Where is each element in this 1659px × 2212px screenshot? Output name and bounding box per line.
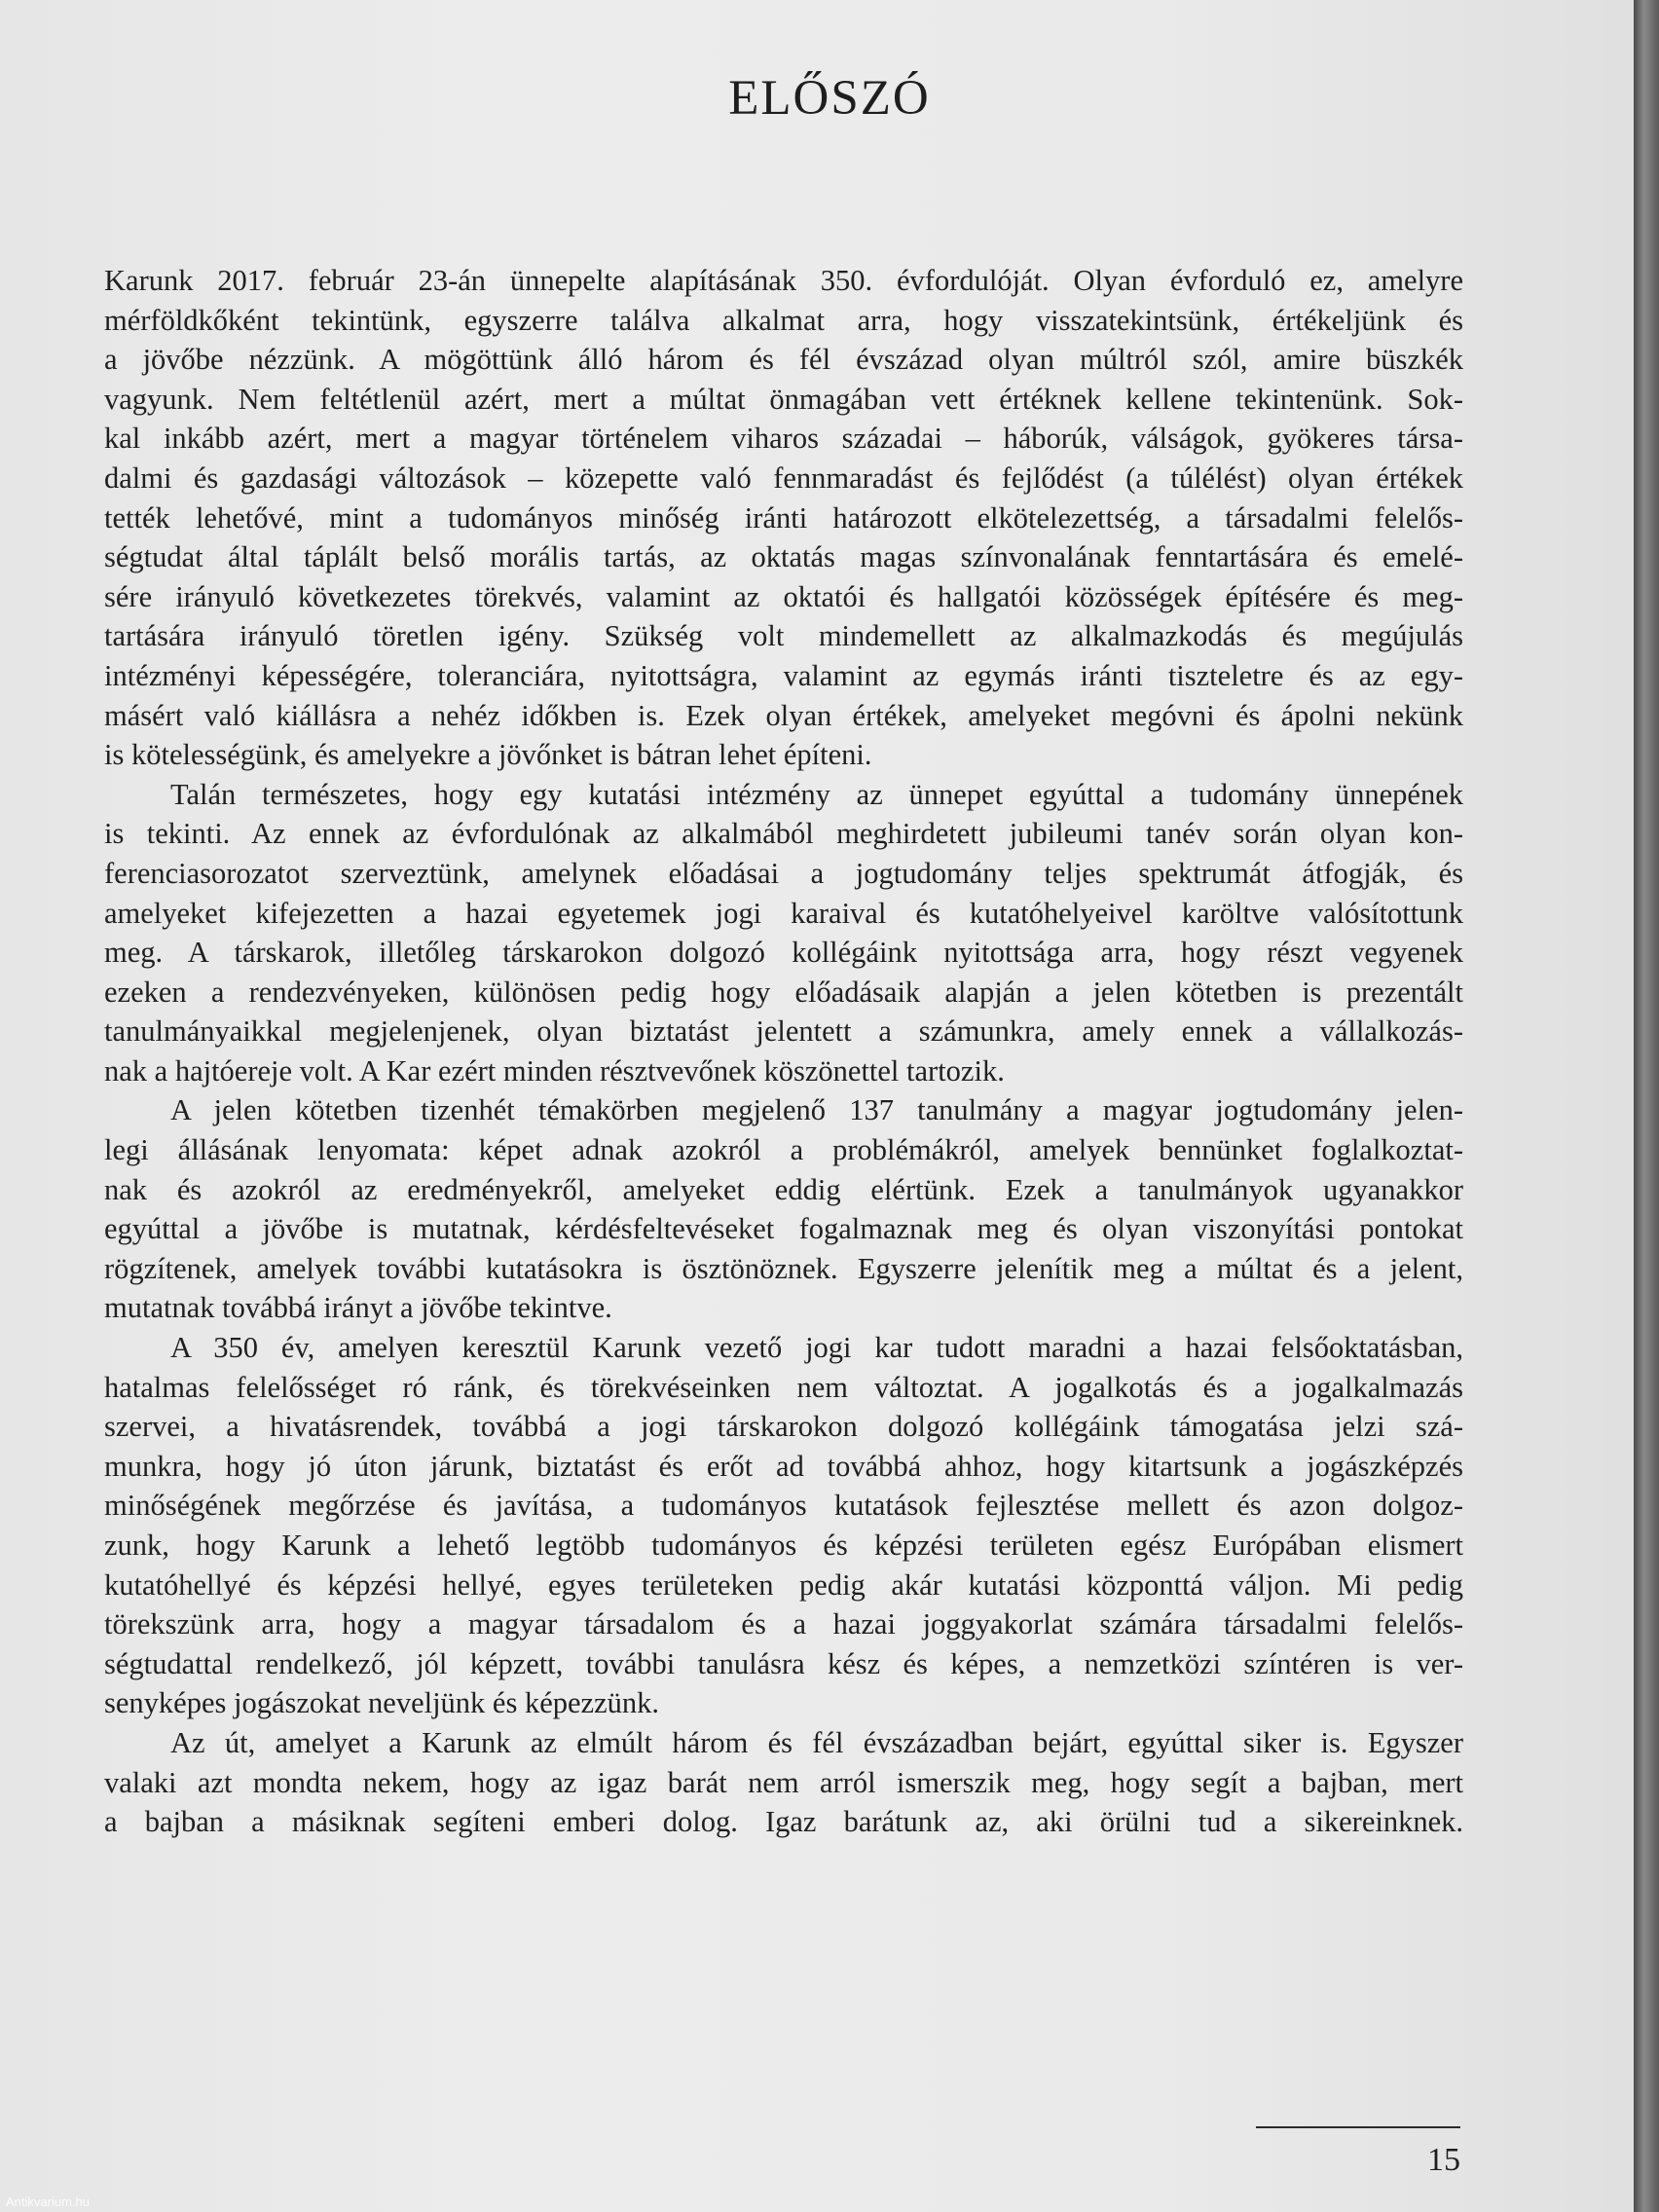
paragraph <box>104 1328 1463 1723</box>
text-line: tanulmányaikkal megjelenjenek, olyan biztatást jelentett a számunkra, amely ennek a vállalkozás- <box>104 1014 1463 1049</box>
page-edge <box>1634 0 1659 2212</box>
text-line: mutatnak továbbá irányt a jövőbe tekintve. <box>104 1291 612 1325</box>
text-line: a jövőbe nézzünk. A mögöttünk álló három és fél évszázad olyan múltról szól, amire büszkék <box>104 343 1463 377</box>
text-line: törekszünk arra, hogy a magyar társadalom és a hazai joggyakorlat számára társadalmi felelős- <box>104 1607 1463 1641</box>
text-line: nak és azokról az eredményekről, amelyeket eddig elértünk. Ezek a tanulmányok ugyanakkor <box>104 1172 1463 1206</box>
text-line: is kötelességünk, és amelyekre a jövőnket is bátran lehet építeni. <box>104 738 872 772</box>
text-line: ségtudattal rendelkező, jól képzett, további tanulásra kész és képes, a nemzetközi színtéren is ver- <box>104 1646 1463 1680</box>
text-line: egyúttal a jövőbe is mutatnak, kérdésfeltevéseket fogalmaznak meg és olyan viszonyítási pontokat <box>104 1212 1463 1246</box>
text-line: vagyunk. Nem feltétlenül azért, mert a múltat önmagában vett értéknek kellene tekintenünk. Sok- <box>104 382 1463 416</box>
text-line: Karunk 2017. február 23-án ünnepelte alapításának 350. évfordulóját. Olyan évforduló ez, amelyre <box>104 264 1463 297</box>
text-line: tették lehetővé, mint a tudományos minőség iránti határozott elkötelezettség, a társadalmi felelős- <box>104 500 1463 535</box>
text-line: a bajban a másiknak segíteni emberi dolog. Igaz barátunk az, aki örülni tud a sikereinknek. <box>104 1805 1463 1839</box>
text-line: intézményi képességére, toleranciára, nyitottságra, valamint az egymás iránti tiszteletre és az egy- <box>104 658 1463 692</box>
text-line: is tekinti. Az ennek az évfordulónak az alkalmából meghirdetett jubileumi tanév során olyan kon- <box>104 817 1463 851</box>
text-line: senyképes jogászokat neveljünk és képezzünk. <box>104 1686 659 1720</box>
text-line: rögzítenek, amelyek további kutatásokra is ösztönöznek. Egyszerre jelenítik meg a múltat és a jelent, <box>104 1251 1463 1285</box>
text-line: dalmi és gazdasági változások – közepette való fennmaradást és fejlődést (a túlélést) olyan értékek <box>104 461 1463 495</box>
text-line: ezeken a rendezvényeken, különösen pedig hogy előadásaik alapján a jelen kötetben is prezentált <box>104 975 1463 1009</box>
text-line: minőségének megőrzése és javítása, a tudományos kutatások fejlesztése mellett és azon dolgoz- <box>104 1489 1463 1523</box>
text-line: A 350 év, amelyen keresztül Karunk vezető jogi kar tudott maradni a hazai felsőoktatásban, <box>170 1331 1463 1365</box>
text-line: munkra, hogy jó úton járunk, biztatást és erőt ad továbbá ahhoz, hogy kitartsunk a jogászképzés <box>104 1449 1463 1483</box>
text-line: szervei, a hivatásrendek, továbbá a jogi társkarokon dolgozó kollégáink támogatása jelzi szá- <box>104 1410 1463 1444</box>
text-line: hatalmas felelősséget ró ránk, és törekvéseinken nem változtat. A jogalkotás és a jogalkalmazás <box>104 1370 1463 1404</box>
page-title: ELŐSZÓ <box>728 71 931 126</box>
paragraph <box>104 261 1463 775</box>
text-line: zunk, hogy Karunk a lehető legtöbb tudományos és képzési területen egész Európában elismert <box>104 1529 1463 1562</box>
text-line: kutatóhellyé és képzési hellyé, egyes területeken pedig akár kutatási központtá váljon. Mi pedig <box>104 1567 1463 1602</box>
text-line: mérföldkőként tekintünk, egyszerre találva alkalmat arra, hogy visszatekintsünk, értékeljünk és <box>104 303 1463 337</box>
text-line: sére irányuló következetes törekvés, valamint az oktatói és hallgatói közösségek építésére és meg- <box>104 579 1463 613</box>
footer-rule <box>1256 2126 1460 2128</box>
text-line: ségtudat által táplált belső morális tartás, az oktatás magas színvonalának fenntartására és emelé- <box>104 540 1463 574</box>
text-line: kal inkább azért, mert a magyar történelem viharos századai – háborúk, válságok, gyökeres társa- <box>104 422 1463 456</box>
text-line: A jelen kötetben tizenhét témakörben megjelenő 137 tanulmány a magyar jogtudomány jelen- <box>170 1093 1463 1127</box>
text-line: valaki azt mondta nekem, hogy az igaz barát nem arról ismerszik meg, hogy segít a bajban, mert <box>104 1765 1463 1799</box>
text-line: legi állásának lenyomata: képet adnak azokról a problémákról, amelyek bennünket foglalkoztat- <box>104 1133 1463 1167</box>
text-line: Az út, amelyet a Karunk az elmúlt három és fél évszázadban bejárt, egyúttal siker is. Egyszer <box>170 1725 1463 1759</box>
text-line: meg. A társkarok, illetőleg társkarokon dolgozó kollégáink nyitottsága arra, hogy részt vegyenek <box>104 936 1463 970</box>
text-line: Talán természetes, hogy egy kutatási intézmény az ünnepet egyúttal a tudomány ünnepének <box>170 777 1463 811</box>
paragraph <box>104 775 1463 1091</box>
text-line: másért való kiállásra a nehéz időkben is. Ezek olyan értékek, amelyeket megóvni és ápolni nekünk <box>104 698 1463 732</box>
text-line: amelyeket kifejezetten a hazai egyetemek jogi karaival és kutatóhelyeivel karöltve valósítottunk <box>104 896 1463 930</box>
preface-body <box>104 261 1463 1842</box>
watermark: Antikvarium.hu <box>6 2194 90 2209</box>
paragraph <box>104 1723 1463 1842</box>
text-line: ferenciasorozatot szerveztünk, amelynek előadásai a jogtudomány teljes spektrumát átfogják, és <box>104 856 1463 890</box>
text-line: nak a hajtóereje volt. A Kar ezért minden résztvevőnek köszönettel tartozik. <box>104 1053 1005 1088</box>
paragraph <box>104 1090 1463 1328</box>
page-number: 15 <box>1427 2142 1460 2178</box>
text-line: tartására irányuló töretlen igény. Szükség volt mindemellett az alkalmazkodás és megújulás <box>104 619 1463 653</box>
